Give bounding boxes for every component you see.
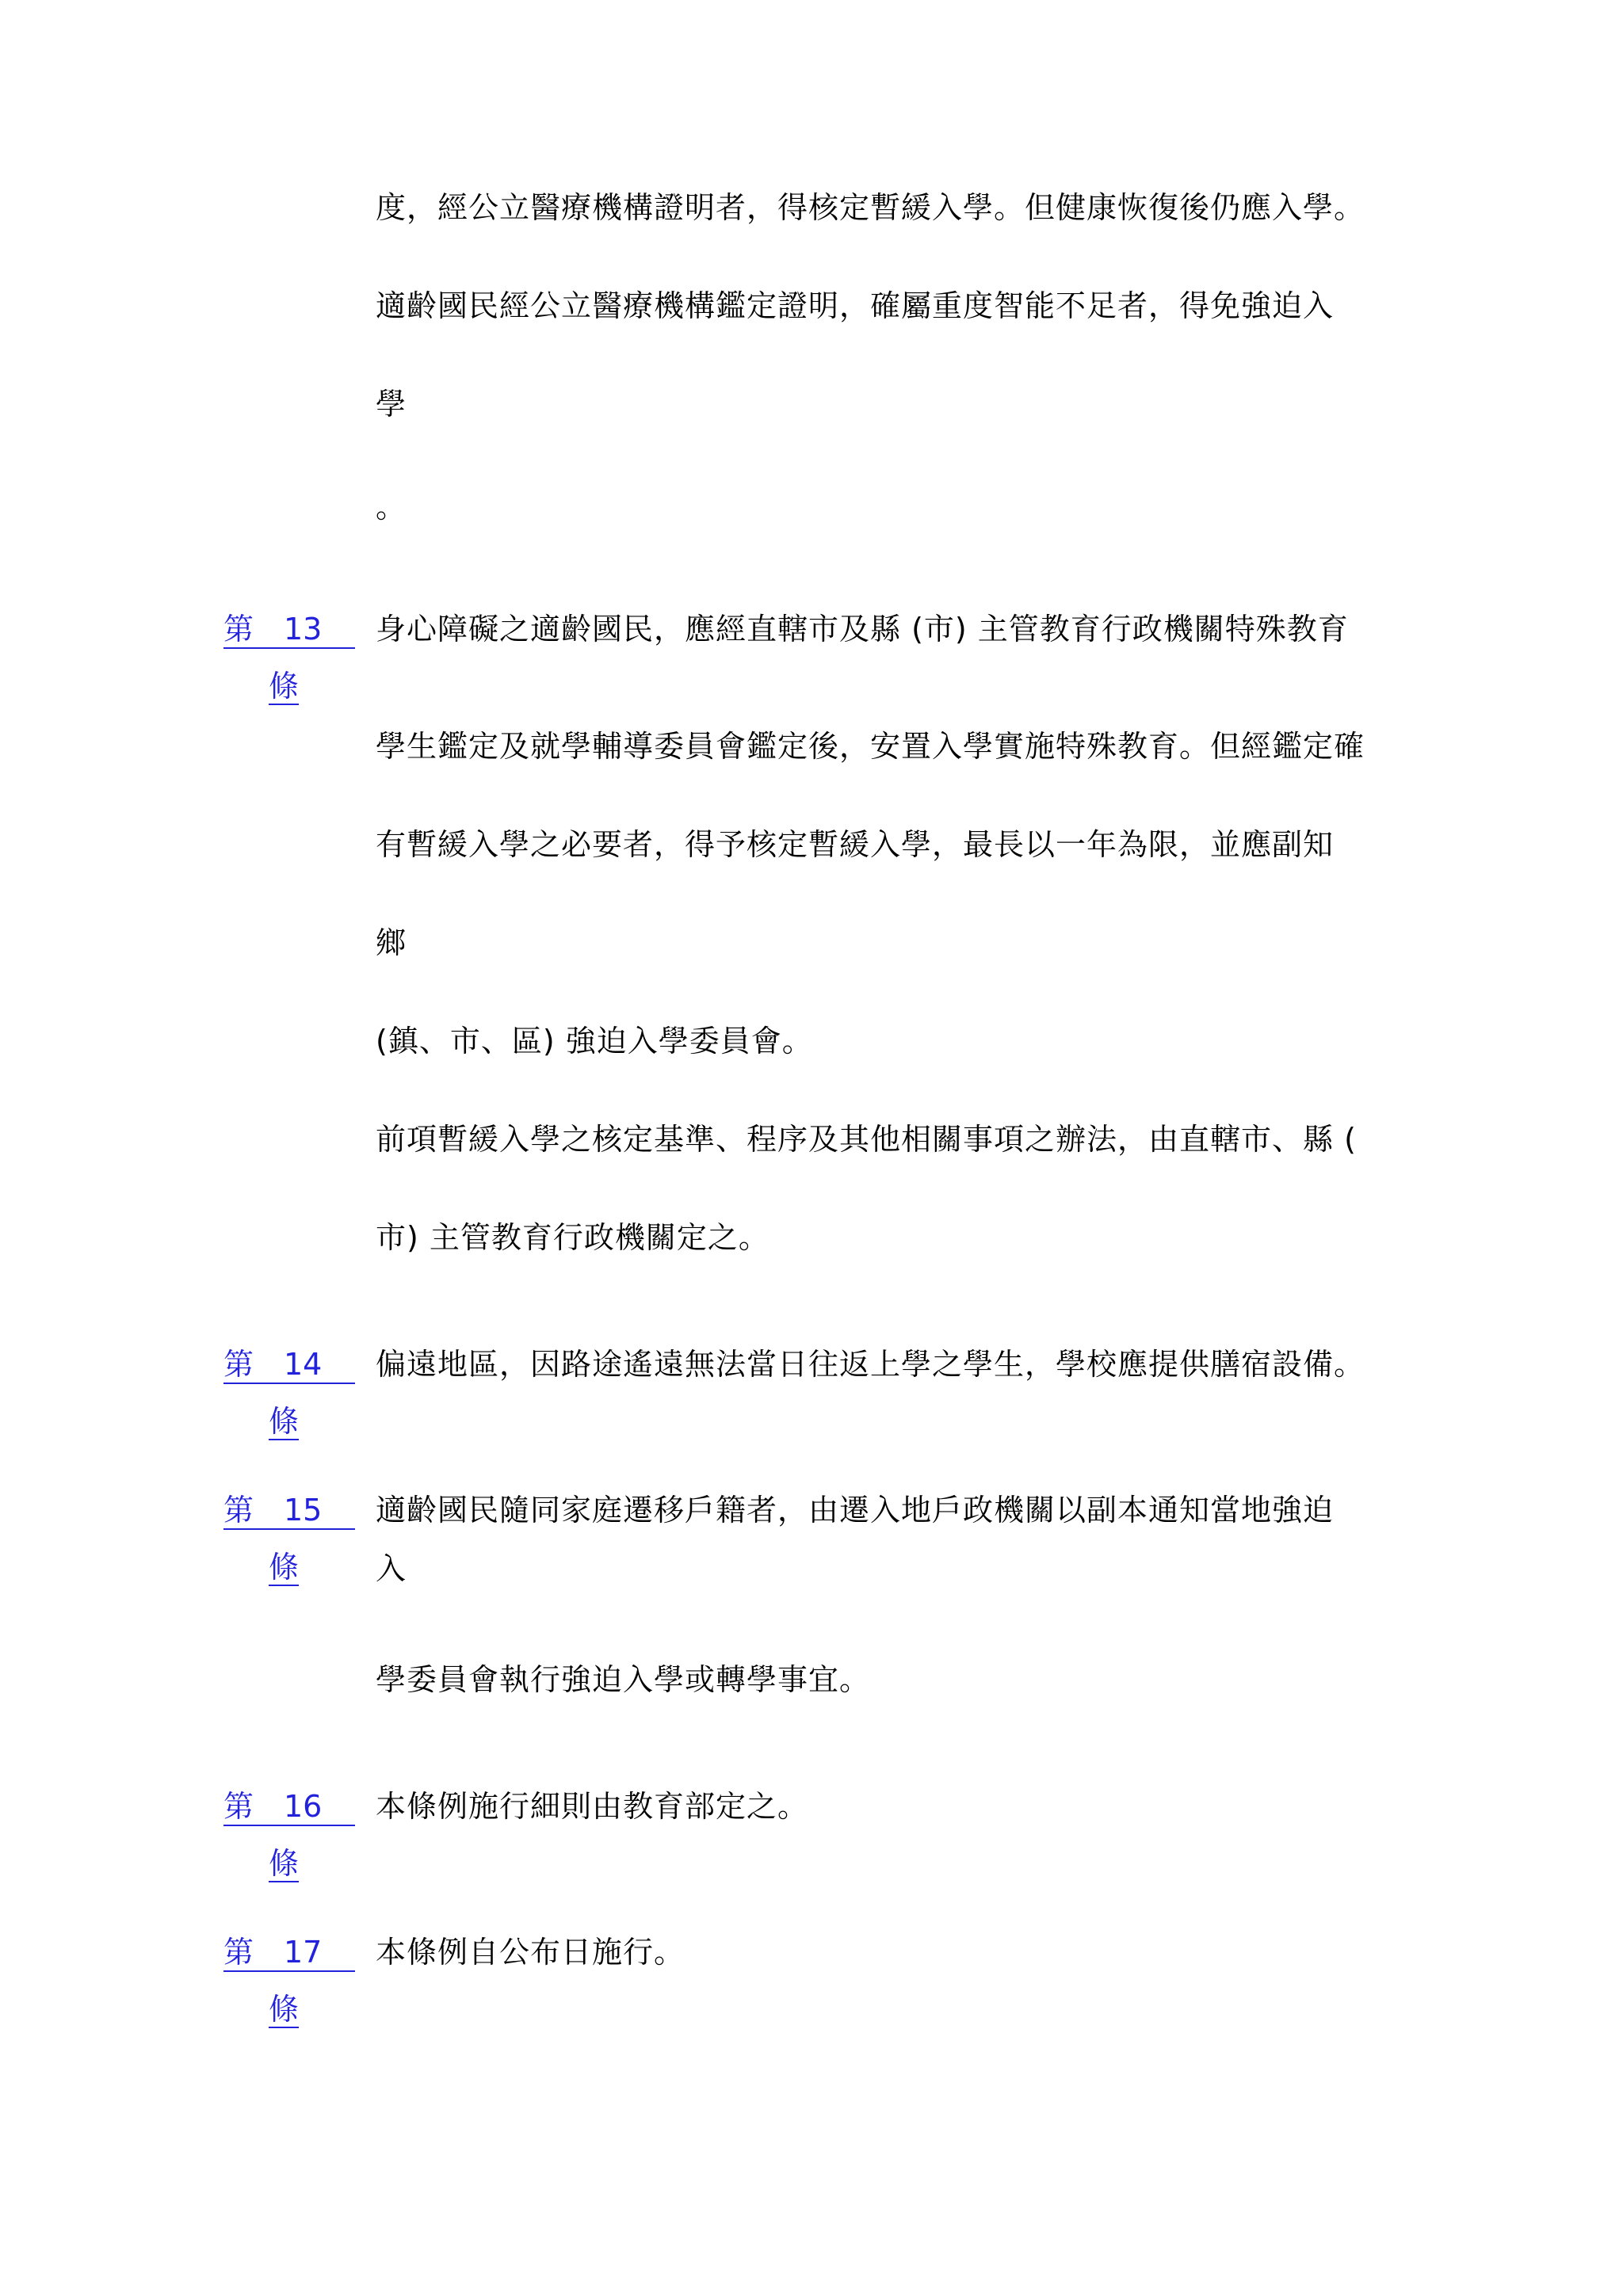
article-13-text-line: 前項暫緩入學之核定基準、程序及其他相關事項之辦法，由直轄市、縣 (: [376, 1122, 1357, 1157]
article-number: 14: [284, 1347, 323, 1382]
article-number: 17: [284, 1935, 323, 1970]
article-label-suffix: 條: [269, 1550, 300, 1585]
article-16-text-line: 本條例施行細則由教育部定之。: [376, 1789, 809, 1824]
article-label-prefix: 第: [223, 1789, 254, 1824]
paragraph-line: 度，經公立醫療機構證明者，得核定暫緩入學。但健康恢復後仍應入學。: [376, 190, 1365, 225]
article-15-text-line: 入: [376, 1551, 407, 1586]
paragraph-line: 。: [376, 490, 407, 524]
article-label-prefix: 第: [223, 612, 254, 646]
article-label-suffix: 條: [269, 669, 300, 704]
article-label-prefix: 第: [223, 1493, 254, 1527]
link-underline: [223, 647, 355, 649]
article-13-text-line: 身心障礙之適齡國民，應經直轄市及縣 (市) 主管教育行政機關特殊教育: [376, 612, 1349, 646]
article-label-prefix: 第: [223, 1935, 254, 1970]
article-number: 15: [284, 1493, 323, 1527]
paragraph-line: 學: [376, 387, 407, 421]
link-underline: [223, 1825, 355, 1826]
article-label-suffix: 條: [269, 1846, 300, 1881]
article-17-text-line: 本條例自公布日施行。: [376, 1935, 685, 1970]
article-number: 16: [284, 1789, 323, 1824]
paragraph-line: 適齡國民經公立醫療機構鑑定證明，確屬重度智能不足者，得免強迫入: [376, 288, 1335, 323]
article-number: 13: [284, 612, 323, 646]
article-label-suffix: 條: [269, 1404, 300, 1439]
article-13-text-line: 市) 主管教育行政機關定之。: [376, 1220, 769, 1255]
article-13-text-line: (鎮、市、區) 強迫入學委員會。: [376, 1024, 813, 1058]
article-15-text-line: 適齡國民隨同家庭遷移戶籍者，由遷入地戶政機關以副本通知當地強迫: [376, 1493, 1335, 1527]
link-underline: [223, 1528, 355, 1530]
link-underline: [223, 1970, 355, 1972]
article-label-suffix: 條: [269, 1992, 300, 2027]
article-13-text-line: 有暫緩入學之必要者，得予核定暫緩入學，最長以一年為限，並應副知: [376, 827, 1335, 862]
article-14-text-line: 偏遠地區，因路途遙遠無法當日往返上學之學生，學校應提供膳宿設備。: [376, 1347, 1365, 1382]
article-13-text-line: 學生鑑定及就學輔導委員會鑑定後，安置入學實施特殊教育。但經鑑定確: [376, 729, 1365, 764]
article-15-text-line: 學委員會執行強迫入學或轉學事宜。: [376, 1662, 871, 1697]
article-label-prefix: 第: [223, 1347, 254, 1382]
link-underline: [223, 1383, 355, 1384]
article-13-text-line: 鄉: [376, 925, 407, 960]
